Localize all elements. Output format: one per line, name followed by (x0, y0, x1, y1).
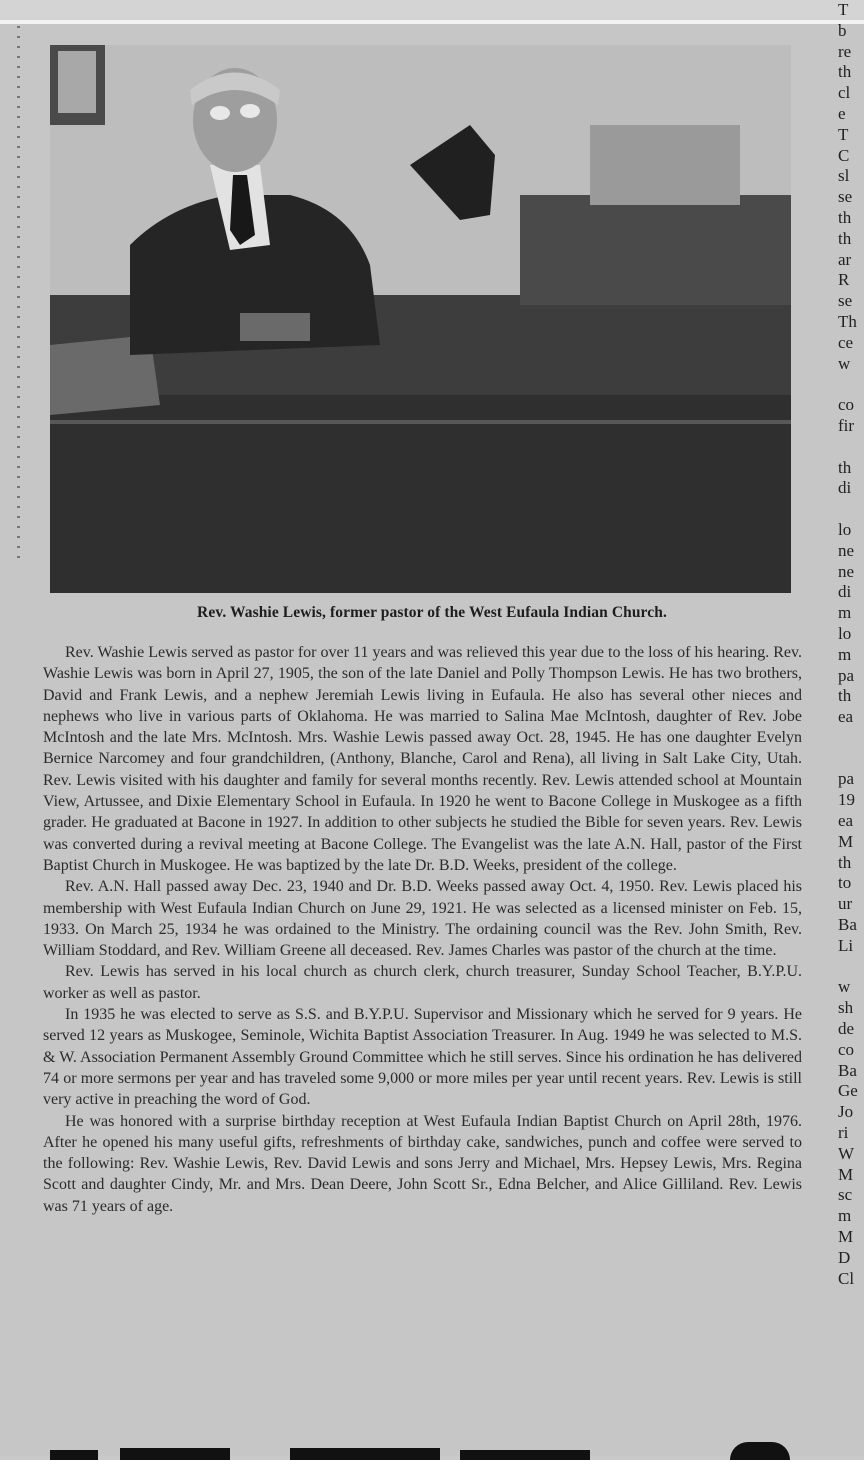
article-body (43, 642, 802, 1217)
adjacent-column-line: de (838, 1019, 855, 1039)
adjacent-column-line (838, 728, 864, 749)
adjacent-column-line: th (838, 207, 852, 227)
adjacent-column-line: w (838, 353, 851, 373)
adjacent-column-line: T (838, 124, 849, 144)
adjacent-column-line: ce (838, 332, 854, 352)
adjacent-column-line: se (838, 187, 853, 207)
adjacent-column-line: Jo (838, 1102, 854, 1122)
adjacent-column-line: M (838, 1227, 854, 1247)
adjacent-column-line: se (838, 291, 853, 311)
perforation-margin (17, 26, 20, 566)
adjacent-column-line: ur (838, 894, 853, 914)
next-headline-fragment (30, 1440, 830, 1460)
adjacent-column-line: ar (838, 249, 852, 269)
adjacent-column-line: m (838, 603, 852, 623)
article-paragraph: In 1935 he was elected to serve as S.S. and B.Y.P.U. Supervisor and Missionary which he served for 9 years. He served 12 years as Muskogee, Seminole, Wichita Baptist Association Treasurer. In Aug. 1949 he was selected to M.S. & W. Association Permanent Assembly Ground Committee which he still serves. Since his ordination he has delivered 74 or more sermons per year and has traveled some 9,000 or more miles per year until recent years. Rev. Lewis is still very active in preaching the word of God. (43, 1006, 802, 1109)
adjacent-column-line: re (838, 41, 852, 61)
adjacent-column-line: fir (838, 415, 855, 435)
adjacent-column-line: M (838, 1164, 854, 1184)
adjacent-column-line: ea (838, 707, 854, 727)
adjacent-column-line: m (838, 1206, 852, 1226)
adjacent-column-line: th (838, 62, 852, 82)
adjacent-column-line: W (838, 1143, 855, 1163)
adjacent-column-line: th (838, 852, 852, 872)
adjacent-column-line (838, 957, 864, 978)
portrait-photo-graphic (50, 45, 791, 593)
photo-caption: Rev. Washie Lewis, former pastor of the West Eufaula Indian Church. (197, 604, 667, 621)
article-paragraph: He was honored with a surprise birthday reception at West Eufaula Indian Baptist Church on April 28th, 1976. After he opened his many useful gifts, refreshments of birthday cake, sandwiches, punch and coffee were served to the following: Rev. Washie Lewis, Rev. David Lewis and sons Jerry and Michael, Mrs. Hepsey Lewis, Mrs. Regina Scott and daughter Cindy, Mr. and Mrs. Dean Deere, John Scott Sr., Edna Belcher, and Alice Gilliland. Rev. Lewis was 71 years of age. (43, 1112, 802, 1215)
adjacent-column-line: Ba (838, 915, 857, 935)
adjacent-column-line: th (838, 457, 852, 477)
adjacent-column-line: di (838, 478, 852, 498)
portrait-photo (50, 45, 791, 593)
adjacent-column-line: R (838, 270, 850, 290)
adjacent-column-line: sl (838, 166, 850, 186)
adjacent-column-line: to (838, 873, 852, 893)
adjacent-column-line: Ge (838, 1081, 858, 1101)
adjacent-column-line: co (838, 395, 855, 415)
adjacent-column-line: 19 (838, 790, 855, 810)
adjacent-column-line: pa (838, 769, 855, 789)
adjacent-column-line: pa (838, 665, 855, 685)
adjacent-column-line: w (838, 977, 851, 997)
adjacent-column-line: th (838, 686, 852, 706)
adjacent-column-line: sh (838, 998, 854, 1018)
adjacent-column-line: ri (838, 1123, 849, 1143)
adjacent-column-line: cl (838, 83, 851, 103)
adjacent-column-line (838, 437, 864, 458)
adjacent-column-line: lo (838, 623, 852, 643)
adjacent-column-line: ea (838, 811, 854, 831)
adjacent-column-line: Li (838, 935, 854, 955)
adjacent-column-line: co (838, 1039, 855, 1059)
article-paragraph: Rev. Washie Lewis served as pastor for over 11 years and was relieved this year due to the loss of his hearing. Rev. Washie Lewis was born in April 27, 1905, the son of the late Daniel and Polly Thompson Lewis. He has two brothers, David and Frank Lewis, and a nephew Jeremiah Lewis living in Eufaula. He also has several other nieces and nephews who live in various parts of Oklahoma. He was married to Salina Mae McIntosh, daughter of Rev. Jobe McIntosh and the late Mrs. McIntosh. Mrs. Washie Lewis passed away Oct. 28, 1945. He has one daughter Evelyn Bernice Narcomey and four grandchildren, (Anthony, Blanche, Carol and Rena), all living in Salt Lake City, Utah. Rev. Lewis visited with his daughter and family for several months recently. Rev. Lewis attended school at Mountain View, Artussee, and Dixie Elementary School in Eufaula. In 1920 he went to Bacone College in Muskogee as a fifth grader. He graduated at Bacone in 1927. In addition to other subjects he studied the Bible for seven years. Rev. Lewis was converted during a revival meeting at Bacone College. The Evangelist was the late A.N. Hall, pastor of the First Baptist Church in Muskogee. He was baptized by the late Dr. B.D. Weeks, president of the college. (43, 644, 802, 874)
adjacent-column-line: D (838, 1247, 851, 1267)
adjacent-column-line: b (838, 20, 847, 40)
adjacent-column-line: Ba (838, 1060, 857, 1080)
adjacent-column-line: m (838, 644, 852, 664)
article-paragraph: Rev. A.N. Hall passed away Dec. 23, 1940 and Dr. B.D. Weeks passed away Oct. 4, 1950. Rev. Lewis placed his membership with West Eufaula Indian Church on June 29, 1921. He was selected as a licensed minister on Feb. 15, 1933. On March 25, 1934 he was ordained to the Ministry. The ordaining council was the Rev. John Smith, Rev. William Stoddard, and Rev. William Greene all deceased. Rev. James Charles was pastor of the church at the time. (43, 878, 802, 960)
adjacent-column-line: di (838, 582, 852, 602)
adjacent-column-line (838, 374, 864, 395)
adjacent-column-line: th (838, 228, 852, 248)
adjacent-column-line: e (838, 103, 846, 123)
adjacent-column-line: M (838, 831, 854, 851)
adjacent-column-fragment (838, 0, 864, 1289)
article-paragraph: Rev. Lewis has served in his local church as church clerk, church treasurer, Sunday School Teacher, B.Y.P.U. worker as well as pastor. (43, 963, 802, 1002)
adjacent-column-line: ne (838, 561, 855, 581)
adjacent-column-line: lo (838, 519, 852, 539)
adjacent-column-line: C (838, 145, 850, 165)
adjacent-column-line: sc (838, 1185, 853, 1205)
adjacent-column-line: Th (838, 311, 857, 331)
scan-top-margin (0, 0, 864, 22)
adjacent-column-line: T (838, 0, 849, 19)
adjacent-column-line: Cl (838, 1268, 855, 1288)
adjacent-column-line (838, 499, 864, 520)
adjacent-column-line (838, 749, 864, 770)
adjacent-column-line: ne (838, 540, 855, 560)
